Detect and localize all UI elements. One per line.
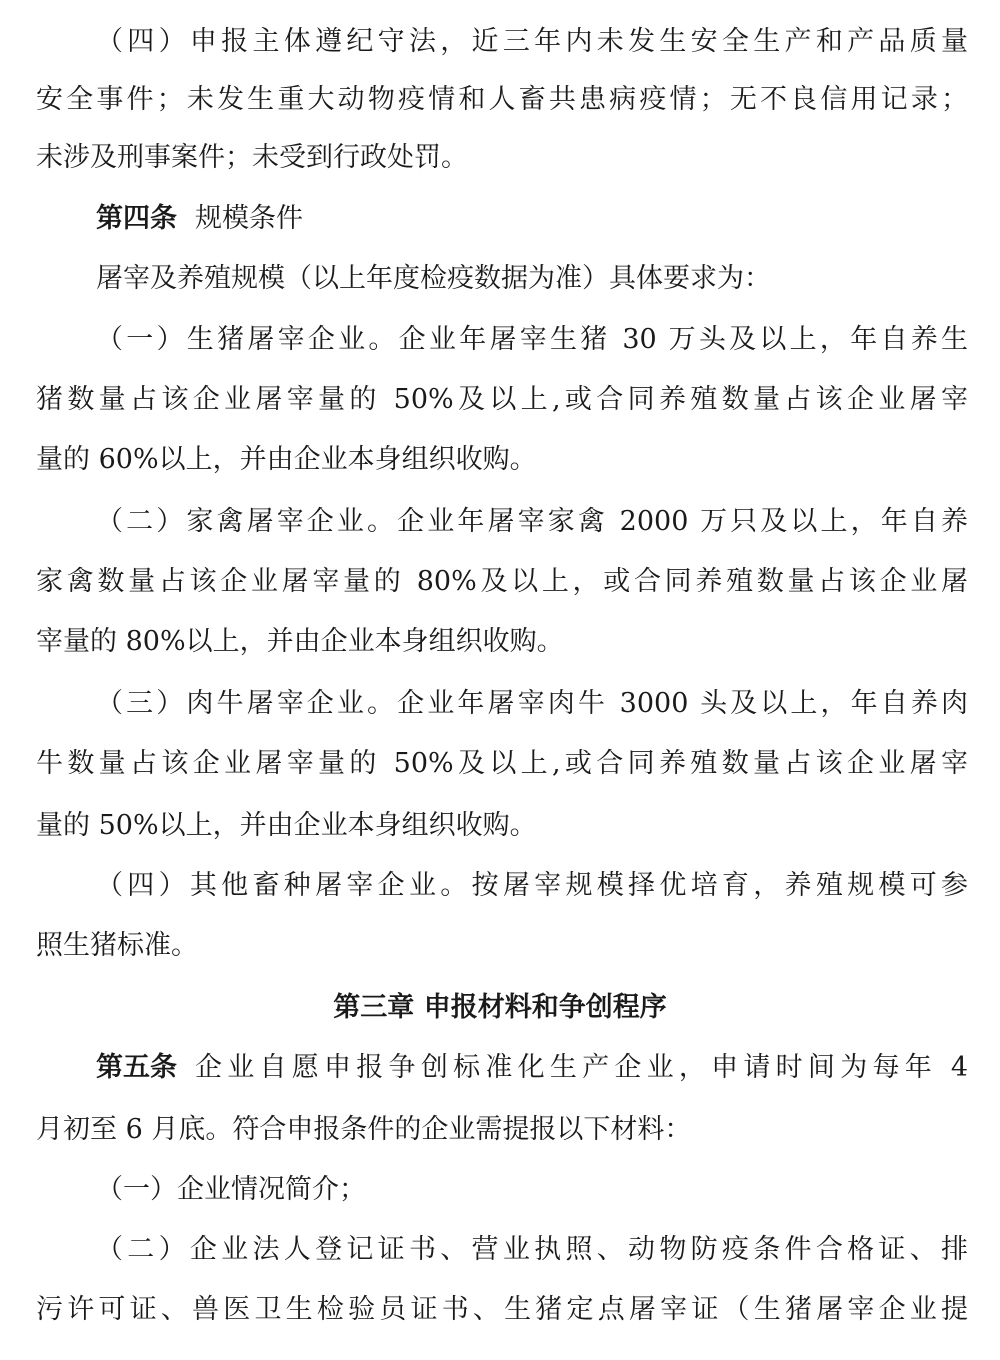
- paragraph-line: 家禽数量占该企业屠宰量的 80%及以上，或合同养殖数量占该企业屠: [36, 566, 968, 597]
- paragraph-line: （二）企业法人登记证书、营业执照、动物防疫条件合格证、排: [96, 1234, 968, 1265]
- paragraph-line: 量的 60%以上，并由企业本身组织收购。: [36, 444, 537, 475]
- paragraph-line: （四）其他畜种屠宰企业。按屠宰规模择优培育，养殖规模可参: [96, 870, 968, 901]
- paragraph-line: 污许可证、兽医卫生检验员证书、生猪定点屠宰证（生猪屠宰企业提: [36, 1294, 968, 1325]
- paragraph-line: 量的 50%以上，并由企业本身组织收购。: [36, 810, 537, 841]
- paragraph-line: 牛数量占该企业屠宰量的 50%及以上,或合同养殖数量占该企业屠宰: [36, 748, 968, 779]
- chapter-3-heading: 第三章 申报材料和争创程序: [333, 992, 667, 1023]
- paragraph-line: （二）家禽屠宰企业。企业年屠宰家禽 2000 万只及以上，年自养: [96, 506, 968, 537]
- article-5-first-line: [96, 1048, 968, 1088]
- article-4-title: 规模条件: [195, 203, 303, 234]
- paragraph-line: （一）企业情况简介；: [96, 1174, 366, 1205]
- paragraph-line: 宰量的 80%以上，并由企业本身组织收购。: [36, 626, 564, 657]
- article-5-label: 第五条: [96, 1052, 177, 1083]
- paragraph-line: 屠宰及养殖规模（以上年度检疫数据为准）具体要求为：: [96, 263, 771, 294]
- paragraph-line: 猪数量占该企业屠宰量的 50%及以上,或合同养殖数量占该企业屠宰: [36, 384, 968, 415]
- paragraph-line: 月初至 6 月底。符合申报条件的企业需提报以下材料：: [36, 1114, 692, 1145]
- paragraph-line: （一）生猪屠宰企业。企业年屠宰生猪 30 万头及以上，年自养生: [96, 324, 968, 355]
- paragraph-line: 安全事件；未发生重大动物疫情和人畜共患病疫情；无不良信用记录；: [36, 84, 968, 115]
- article-5-text: 企业自愿申报争创标准化生产企业，申请时间为每年 4: [195, 1052, 968, 1083]
- paragraph-line: （四）申报主体遵纪守法，近三年内未发生安全生产和产品质量: [96, 26, 968, 57]
- paragraph-line: 未涉及刑事案件；未受到行政处罚。: [36, 142, 468, 173]
- article-4-heading: [96, 198, 303, 238]
- article-4-label: 第四条: [96, 203, 177, 234]
- paragraph-line: 照生猪标准。: [36, 930, 198, 961]
- paragraph-line: （三）肉牛屠宰企业。企业年屠宰肉牛 3000 头及以上，年自养肉: [96, 688, 968, 719]
